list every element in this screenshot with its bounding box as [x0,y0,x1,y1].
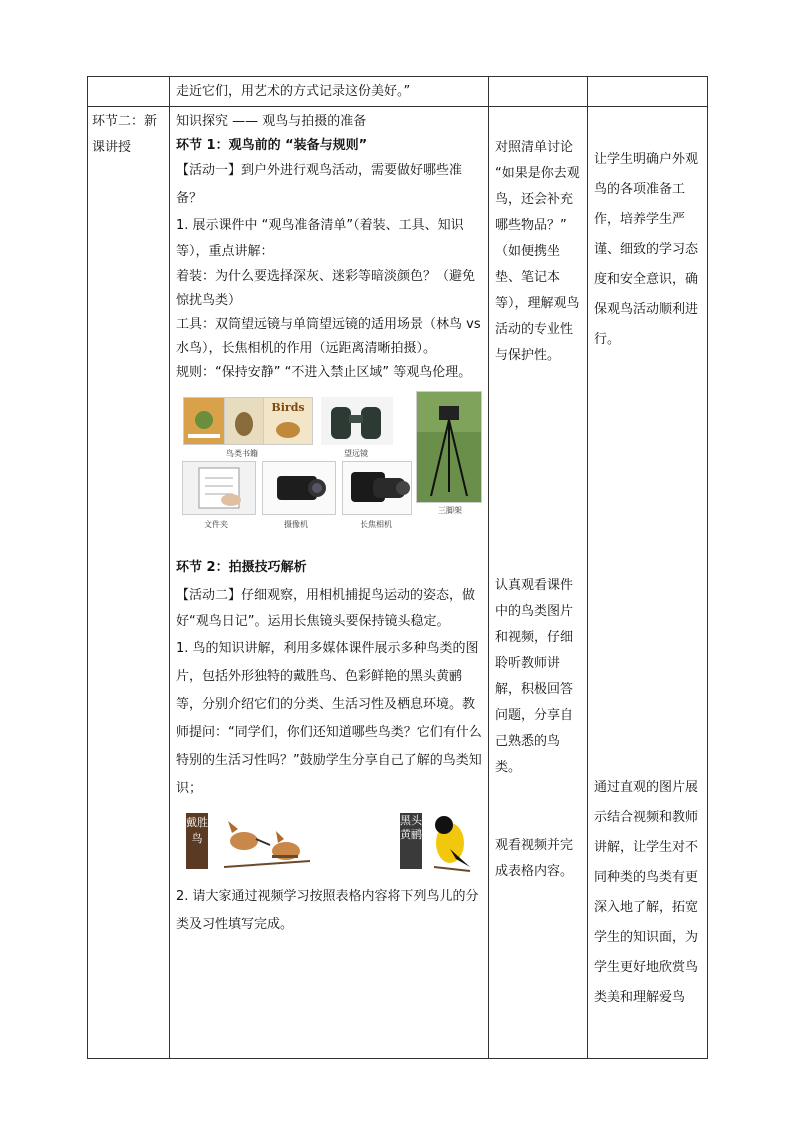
caption-folder: 文件夹 [204,520,228,529]
bird-book-image [263,397,313,445]
telephoto-camera-image [342,461,412,515]
rules-text: 规则：“保持安静” “不进入禁止区域” 等观鸟伦理。 [176,365,472,380]
folder-image [182,461,256,515]
student-activity-2: 认真观看课件中的鸟类图片和视频，仔细聆听教师讲解，积极回答问题，分享自己熟悉的鸟类。 [495,578,574,775]
caption-tripod: 三脚架 [438,506,462,515]
tools-text: 工具：双筒望远镜与单筒望远镜的适用场景（林鸟 vs 水鸟），长焦相机的作用（远距离清晰拍摄）。 [176,317,481,356]
stage-label: 环节二：新课讲授 [92,114,158,155]
content-cell [170,107,489,1059]
bird-images [176,807,482,877]
equipment-photos [176,391,482,549]
item-2: 1. 鸟的知识讲解，利用多媒体课件展示多种鸟类的图片，包括外形独特的戴胜鸟、色彩鲜艳的黑头黄鹂等，分别介绍它们的分类、生活习性及栖息环境。教师提问：“同学们，你们还知道哪些鸟类？它们有什么特别的生活习性吗？”鼓励学生分享自己了解的鸟类知识； [176,641,482,796]
section-heading: 知识探究 —— 观鸟与拍摄的准备 [176,114,367,129]
student-cell [489,77,588,107]
student-cell [489,107,588,1059]
bird-book-image [183,397,225,445]
tripod-image [416,391,482,503]
design-intent-2: 通过直观的图片展示结合视频和教师讲解，让学生对不同种类的鸟类有更深入地了解，拓宽学生的知识面，为学生更好地欣赏鸟类美和理解爱鸟 [594,780,699,1005]
bird-book-image [224,397,264,445]
caption-telephoto-camera: 长焦相机 [360,520,392,529]
intent-cell [588,107,708,1059]
table-row [88,77,708,107]
hoopoe-bird-image [214,811,314,875]
clothing-text: 着装：为什么要选择深灰、迷彩等暗淡颜色？（避免惊扰鸟类） [176,269,476,308]
activity-1: 【活动一】到户外进行观鸟活动，需要做好哪些准备？ [176,163,463,206]
book-title: Birds [271,401,305,414]
sec2-title: 环节 2：拍摄技巧解析 [176,560,307,575]
activity-2: 【活动二】仔细观察，用相机捕捉鸟运动的姿态，做好“观鸟日记”。运用长焦镜头要保持镜头稳定。 [176,588,476,629]
lesson-plan-table [87,76,708,1059]
student-activity-1: 对照清单讨论 “如果是你去观鸟，还会补充哪些物品？” （如便携坐垫、笔记本等），理解观鸟活动的专业性与保护性。 [495,140,580,363]
caption-books: 鸟类书籍 [226,449,258,458]
stage-cell [88,107,170,1059]
binoculars-image [321,397,393,445]
hoopoe-label: 戴胜鸟 [186,813,208,869]
table-row [88,107,708,1059]
caption-camcorder: 摄像机 [284,520,308,529]
item-1: 1. 展示课件中 “观鸟准备清单”（着装、工具、知识等），重点讲解： [176,218,464,259]
sec1-title: 环节 1：观鸟前的 “装备与规则” [176,138,368,153]
camcorder-image [262,461,336,515]
oriole-bird-image [426,809,476,875]
caption-binoculars: 望远镜 [344,449,368,458]
content-cell [170,77,489,107]
design-intent-1: 让学生明确户外观鸟的各项准备工作，培养学生严谨、细致的学习态度和安全意识，确保观鸟活动顺利进行。 [594,152,699,347]
item-3: 2. 请大家通过视频学习按照表格内容将下列鸟儿的分类及习性填写完成。 [176,889,479,932]
student-activity-3: 观看视频并完成表格内容。 [495,838,574,879]
oriole-label: 黑头黄鹂 [400,813,422,869]
intro-text: 走近它们，用艺术的方式记录这份美好。” [176,84,411,99]
intent-cell [588,77,708,107]
stage-cell [88,77,170,107]
